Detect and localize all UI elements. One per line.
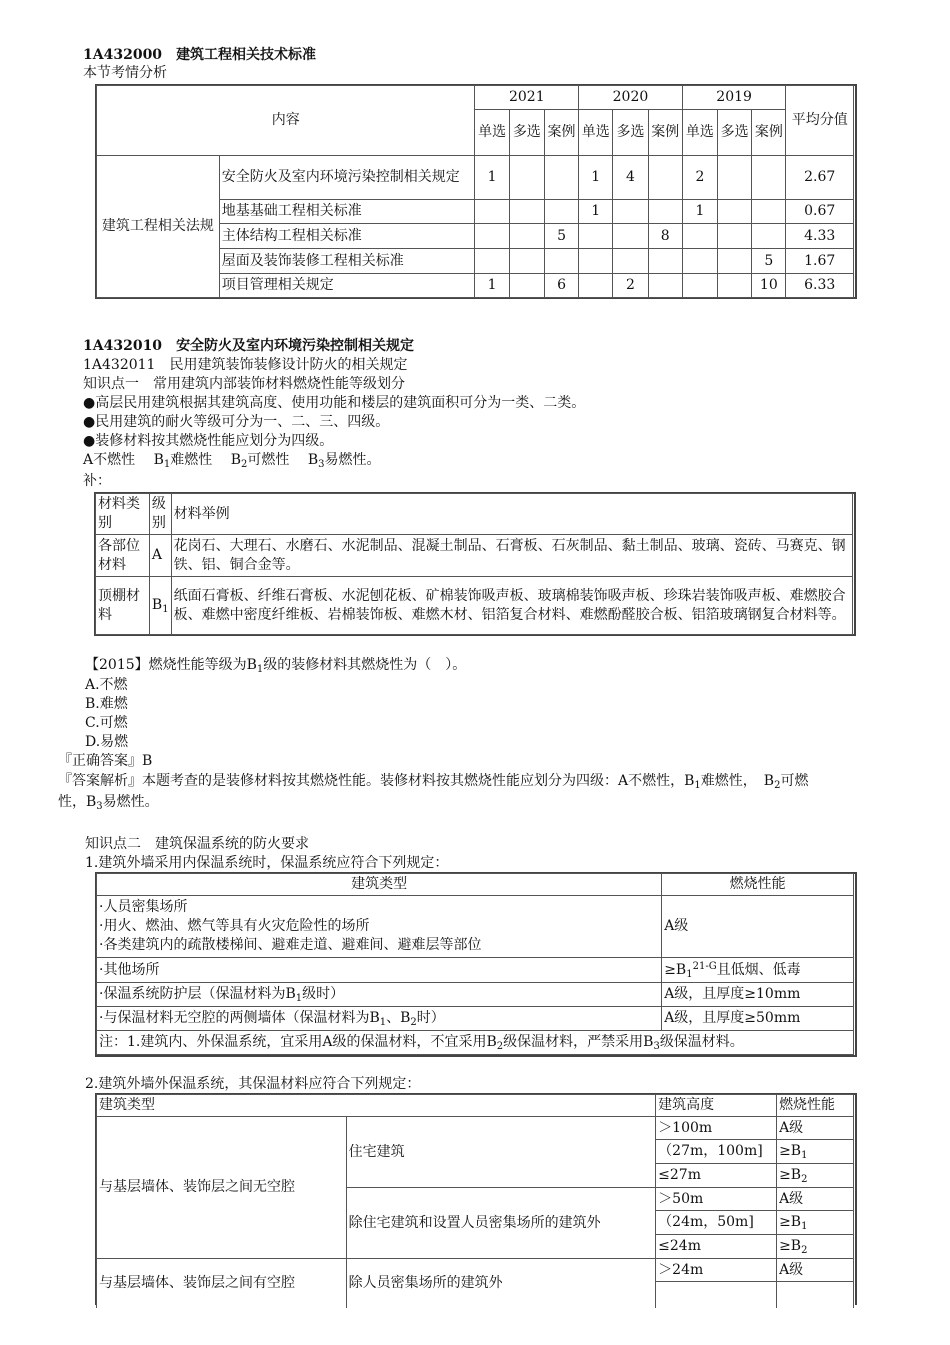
- value-cell: 1: [682, 200, 717, 224]
- analysis-text: 难燃性， B: [700, 773, 775, 789]
- value-cell: [509, 156, 544, 200]
- question-suffix: 级的装修材料其燃烧性为（ ）。: [263, 657, 467, 673]
- sub-header: 单选: [475, 110, 509, 156]
- value-cell: [475, 200, 509, 224]
- note-cell: 注：1.建筑内、外保温系统，宜采用A级的保温材料，不宜采用$B_2$级保温材料，严禁采用$B_3$级保温材料。: [97, 1031, 854, 1055]
- value-cell: 1: [579, 200, 613, 224]
- value-cell: [662, 958, 854, 983]
- value-cell: $\ge B_1$: [777, 1211, 854, 1235]
- section-title: [83, 46, 316, 64]
- value-cell: 2: [682, 156, 717, 200]
- grade-b2: B: [230, 452, 241, 468]
- value-cell: [544, 200, 578, 224]
- value-cell: [648, 200, 682, 224]
- option-item: A.不燃: [85, 677, 128, 693]
- value-text: ≥B: [664, 961, 687, 978]
- value-cell: 1: [475, 156, 509, 200]
- value-cell: [509, 224, 544, 249]
- item-cell: 安全防火及室内环境污染控制相关规定: [219, 156, 475, 200]
- value-text: ≥B: [779, 1143, 802, 1159]
- subsection-text: 安全防火及室内环境污染控制相关规定: [176, 338, 415, 354]
- level-cell: A: [149, 535, 171, 577]
- value-cell: [509, 249, 544, 274]
- value-cell: [648, 249, 682, 274]
- height-cell: （27m，100m]: [656, 1140, 777, 1164]
- group-cell: 与基层墙体、装饰层之间无空腔: [97, 1117, 347, 1259]
- header-cell: 建筑高度: [656, 1095, 777, 1117]
- value-cell: [752, 224, 786, 249]
- bullet-item: ●民用建筑的耐火等级可分为一、二、三、四级。: [83, 414, 390, 430]
- value-cell: $\ge B_2$: [777, 1235, 854, 1259]
- value-cell: [718, 200, 752, 224]
- value-cell: [682, 224, 717, 249]
- analysis-text: 可燃: [780, 773, 809, 789]
- table-row: [97, 1007, 854, 1031]
- external-table: [96, 1094, 854, 1308]
- avg-cell: 6.33: [786, 274, 854, 298]
- knowledge2-title: 知识点二 建筑保温系统的防火要求: [85, 836, 309, 852]
- value-cell: A级，且厚度≥10mm: [662, 983, 854, 1007]
- table-row: [97, 1031, 854, 1055]
- type-text: ·保温系统防护层（保温材料为B: [99, 986, 296, 1002]
- value-text: 且低烟、低毒: [716, 961, 801, 978]
- avg-cell: 1.67: [786, 249, 854, 274]
- option-item: C.可燃: [85, 715, 128, 731]
- value-cell: 1: [579, 156, 613, 200]
- value-cell: 8: [648, 224, 682, 249]
- height-cell: （24m，50m]: [656, 1211, 777, 1235]
- supplement-label: 补：: [83, 473, 111, 489]
- value-cell: [544, 156, 578, 200]
- grade-b3-sub: 3: [318, 459, 325, 470]
- header-cell: 燃烧性能: [777, 1095, 854, 1117]
- avg-cell: 4.33: [786, 224, 854, 249]
- table-row: [97, 1117, 854, 1140]
- value-cell: [509, 200, 544, 224]
- year-header: 2020: [579, 86, 683, 110]
- table-row: [97, 156, 854, 200]
- value-cell: [682, 274, 717, 298]
- type-text: 时）: [416, 1010, 445, 1026]
- value-cell: A级: [777, 1188, 854, 1211]
- avg-cell: 2.67: [786, 156, 854, 200]
- value-cell: [475, 249, 509, 274]
- value-cell: [613, 200, 648, 224]
- table-row: [97, 896, 854, 958]
- grade-b1-sub: 1: [163, 459, 171, 470]
- height-cell: ≤27m: [656, 1164, 777, 1188]
- examples-cell: 花岗石、大理石、水磨石、水泥制品、混凝土制品、石膏板、石灰制品、黏土制品、玻璃、瓷砖、马赛克、钢铁、铝、铜合金等。: [171, 535, 852, 577]
- question-stem: [85, 656, 466, 674]
- table-row: [96, 577, 853, 635]
- internal-rule: 1.建筑外墙采用内保温系统时，保温系统应符合下列规定：: [85, 855, 449, 871]
- table-row: [97, 983, 854, 1007]
- value-cell: 2: [613, 274, 648, 298]
- level-text: B: [151, 597, 163, 613]
- section-code: 1A432000: [83, 47, 163, 63]
- analysis-text: 易燃性。: [102, 794, 159, 810]
- table-row: [97, 1259, 854, 1282]
- value-cell: [579, 274, 613, 298]
- header-cell: 材料举例: [171, 494, 852, 535]
- value-cell: [682, 249, 717, 274]
- subsection-code: 1A432010: [83, 338, 163, 354]
- table-row: [97, 958, 854, 983]
- type-cell: ·与保温材料无空腔的两侧墙体（保温材料为$B_1$、$B_2$时）: [97, 1007, 662, 1031]
- value-cell: [752, 156, 786, 200]
- height-cell: ＞50m: [656, 1188, 777, 1211]
- subsection-title: [83, 337, 414, 355]
- item-cell: 地基基础工程相关标准: [219, 200, 475, 224]
- exam-analysis-label: 本节考情分析: [83, 65, 167, 81]
- value-cell: 4: [613, 156, 648, 200]
- grade-b1-text: 难燃性: [170, 452, 213, 468]
- sub-header: 案例: [544, 110, 578, 156]
- header-cell: 级别: [149, 494, 171, 535]
- value-cell: A级，且厚度≥50mm: [662, 1007, 854, 1031]
- bullet-item: ●装修材料按其燃烧性能应划分为四级。: [83, 433, 334, 449]
- knowledge1-title: 知识点一 常用建筑内部装饰材料燃烧性能等级划分: [83, 376, 405, 392]
- examples-cell: 纸面石膏板、纤维石膏板、水泥刨花板、矿棉装饰吸声板、玻璃棉装饰吸声板、珍珠岩装饰吸声板、难燃胶合板、难燃中密度纤维板、岩棉装饰板、难燃木材、铝箔复合材料、难燃酚醛胶合板、铝箔玻璃钢复合材料等。: [171, 577, 852, 635]
- value-cell: [579, 224, 613, 249]
- value-cell: 1: [475, 274, 509, 298]
- sub-header: 单选: [579, 110, 613, 156]
- external-rule: 2.建筑外墙外保温系统，其保温材料应符合下列规定：: [85, 1076, 421, 1092]
- option-item: D.易燃: [85, 734, 129, 750]
- analysis-text: 性，B: [58, 794, 97, 810]
- value-cell: [509, 274, 544, 298]
- sub-header: 多选: [613, 110, 648, 156]
- value-cell: [718, 274, 752, 298]
- sub-code-line: 1A432011 民用建筑装饰装修设计防火的相关规定: [83, 357, 408, 373]
- type-cell: 除人员密集场所的建筑外: [346, 1259, 656, 1308]
- category-cell: 建筑工程相关法规: [97, 156, 220, 298]
- sub-header: 案例: [752, 110, 786, 156]
- question-prefix: 【2015】燃烧性能等级为B: [85, 657, 257, 673]
- type-line: ·人员密集场所: [99, 899, 188, 915]
- level-sub: 1: [162, 604, 169, 615]
- item-cell: 项目管理相关规定: [219, 274, 475, 298]
- type-text: ·与保温材料无空腔的两侧墙体（保温材料为B: [99, 1010, 380, 1026]
- value-cell: 6: [544, 274, 578, 298]
- header-cell: 材料类别: [96, 494, 150, 535]
- value-cell: [648, 274, 682, 298]
- type-sub: 1: [295, 993, 303, 1004]
- value-cell: [718, 249, 752, 274]
- grades-line: [83, 451, 381, 469]
- value-cell: $\ge B_2$: [777, 1164, 854, 1188]
- table-row: [96, 535, 853, 577]
- type-text: 、B: [386, 1010, 411, 1026]
- height-cell: ≤24m: [656, 1235, 777, 1259]
- type-line: ·各类建筑内的疏散楼梯间、避难走道、避难间、避难层等部位: [99, 937, 482, 953]
- value-cell: [648, 156, 682, 200]
- value-cell: 10: [752, 274, 786, 298]
- type-cell: 除住宅建筑和设置人员密集场所的建筑外: [346, 1188, 656, 1259]
- item-cell: 主体结构工程相关标准: [219, 224, 475, 249]
- level-cell: [149, 577, 171, 635]
- value-cell: A级: [777, 1117, 854, 1140]
- value-cell: [718, 156, 752, 200]
- type-line: ·用火、燃油、燃气等具有火灾危险性的场所: [99, 918, 370, 934]
- grade-b2-sub: 2: [241, 459, 248, 470]
- sub-header: 案例: [648, 110, 682, 156]
- header-cell: 燃烧性能: [662, 874, 854, 896]
- height-cell: ＞100m: [656, 1117, 777, 1140]
- value-cell: [752, 200, 786, 224]
- type-text: 级时）: [302, 986, 345, 1002]
- value-cell: A级: [777, 1259, 854, 1282]
- type-cell: [97, 896, 662, 958]
- value-cell: [475, 224, 509, 249]
- internal-table: [96, 873, 854, 1055]
- note-text: 级保温材料。: [659, 1034, 744, 1050]
- sub-header: 多选: [718, 110, 752, 156]
- value-cell: [718, 224, 752, 249]
- item-cell: 屋面及装饰装修工程相关标准: [219, 249, 475, 274]
- value-text: ≥B: [779, 1214, 802, 1230]
- header-cell: 建筑类型: [97, 874, 662, 896]
- sub-header: 单选: [682, 110, 717, 156]
- header-cell: 建筑类型: [97, 1095, 656, 1117]
- grade-b3: B: [307, 452, 319, 468]
- value-cell: [613, 224, 648, 249]
- value-cell: A级: [662, 896, 854, 958]
- value-cell: [579, 249, 613, 274]
- category-cell: 各部位材料: [96, 535, 150, 577]
- year-header: 2019: [682, 86, 786, 110]
- bullet-item: ●高层民用建筑根据其建筑高度、使用功能和楼层的建筑面积可分为一类、二类。: [83, 395, 586, 411]
- type-cell: ·其他场所: [97, 958, 662, 983]
- option-item: B.难燃: [85, 696, 128, 712]
- type-cell: [97, 983, 662, 1007]
- answer-analysis: 『答案解析』本题考查的是装修材料按其燃烧性能。装修材料按其燃烧性能应划分为四级：A不燃性，$B_1$难燃性， $B_2$可燃: [58, 773, 809, 791]
- category-cell: 顶棚材料: [96, 577, 150, 635]
- analysis-text: 『答案解析』本题考查的是装修材料按其燃烧性能。装修材料按其燃烧性能应划分为四级：A不燃性，B: [58, 773, 695, 789]
- value-text: ≥B: [779, 1238, 802, 1254]
- height-cell: [656, 1282, 777, 1308]
- section-text: 建筑工程相关技术标准: [176, 47, 317, 63]
- avg-cell: 0.67: [786, 200, 854, 224]
- grade-b1: B: [153, 452, 164, 468]
- year-header: 2021: [475, 86, 579, 110]
- value-cell: [613, 249, 648, 274]
- type-cell: 住宅建筑: [346, 1117, 656, 1188]
- value-cell: $\ge B_1$: [777, 1140, 854, 1164]
- value-text: ≥B: [779, 1167, 802, 1183]
- sub-header: 多选: [509, 110, 544, 156]
- correct-answer: 『正确答案』B: [58, 753, 153, 769]
- group-cell: 与基层墙体、装饰层之间有空腔: [97, 1259, 347, 1308]
- answer-analysis-cont: 性，$B_3$易燃性。: [58, 794, 159, 812]
- grade-a: A不燃性: [83, 452, 136, 468]
- material-table: [95, 493, 853, 635]
- content-header: 内容: [97, 86, 475, 156]
- value-cell: [777, 1282, 854, 1308]
- grade-b3-text: 易燃性。: [324, 452, 381, 468]
- stats-table: [96, 85, 854, 298]
- value-sub: 1: [686, 968, 693, 980]
- avg-header: 平均分值: [786, 86, 854, 156]
- value-sup: 21-G: [692, 960, 717, 972]
- question-sub: 1: [256, 664, 264, 675]
- note-text: 级保温材料，严禁采用B: [503, 1034, 654, 1050]
- value-cell: [544, 249, 578, 274]
- note-text: 注：1.建筑内、外保温系统，宜采用A级的保温材料，不宜采用B: [99, 1034, 497, 1050]
- value-cell: 5: [752, 249, 786, 274]
- height-cell: ＞24m: [656, 1259, 777, 1282]
- grade-b2-text: 可燃性: [247, 452, 290, 468]
- value-cell: 5: [544, 224, 578, 249]
